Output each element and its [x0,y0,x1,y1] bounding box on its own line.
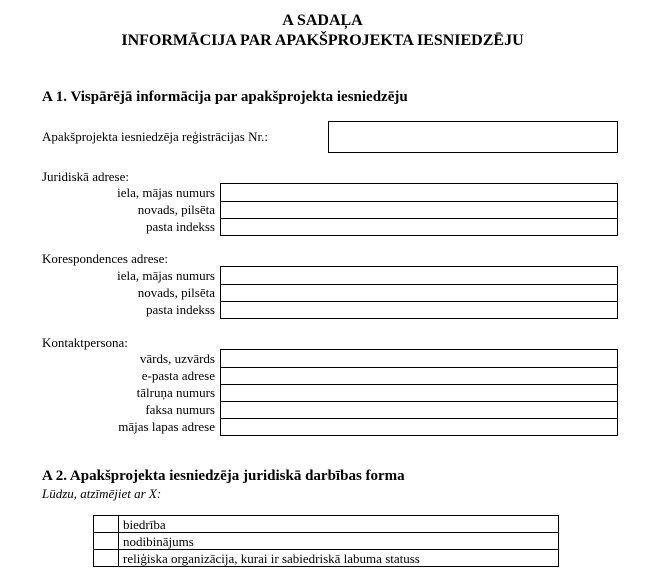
legal-form-option-label: reliģiska organizācija, kurai ir sabiedriskā labuma statuss [119,550,559,567]
correspondence-city-input[interactable] [221,284,617,301]
section-a1-heading: A 1. Vispārējā informācija par apakšprojekta iesniedzēju [42,89,408,105]
legal-form-checkbox-religious-org[interactable] [94,550,119,567]
legal-form-row [94,516,559,533]
legal-form-checkbox-foundation[interactable] [94,533,119,550]
legal-form-row [94,533,559,550]
correspondence-street-input[interactable] [221,267,617,284]
correspondence-city-label: novads, pilsēta [137,285,215,300]
page-title-line-1: A SADAĻA [282,12,363,29]
contact-fax-input[interactable] [221,401,617,418]
contact-name-label: vārds, uzvārds [139,351,215,366]
legal-address-street-input[interactable] [221,184,617,201]
section-a2-heading: A 2. Apakšprojekta iesniedzēja juridiskā darbības forma [42,468,405,484]
contact-email-label: e-pasta adrese [141,368,215,383]
correspondence-address-fields [220,266,618,319]
contact-phone-input[interactable] [221,384,617,401]
legal-form-table [93,515,559,567]
correspondence-postcode-label: pasta indekss [146,302,215,317]
legal-form-row [94,550,559,567]
contact-person-fields [220,349,618,436]
legal-address-postcode-input[interactable] [221,218,617,235]
legal-address-label: Juridiskā adrese: [42,169,130,184]
contact-person-label: Kontaktpersona: [42,335,128,350]
contact-phone-label: tālruņa numurs [136,385,215,400]
contact-website-input[interactable] [221,418,617,435]
legal-form-option-label: nodibinājums [119,533,559,550]
contact-fax-label: faksa numurs [145,402,215,417]
correspondence-postcode-input[interactable] [221,301,617,318]
legal-form-checkbox-association[interactable] [94,516,119,533]
legal-address-city-input[interactable] [221,201,617,218]
contact-email-input[interactable] [221,367,617,384]
legal-address-street-label: iela, mājas numurs [117,185,215,200]
registration-label: Apakšprojekta iesniedzēja reģistrācijas Nr.: [42,129,268,144]
contact-name-input[interactable] [221,350,617,367]
contact-website-label: mājas lapas adrese [118,419,215,434]
legal-form-option-label: biedrība [119,516,559,533]
legal-address-city-label: novads, pilsēta [137,202,215,217]
legal-address-postcode-label: pasta indekss [146,219,215,234]
correspondence-address-label: Korespondences adrese: [42,251,168,266]
section-a2-instruction: Lūdzu, atzīmējiet ar X: [42,486,162,501]
page-title-line-2: INFORMĀCIJA PAR APAKŠPROJEKTA IESNIEDZĒJU [121,32,524,49]
registration-number-input[interactable] [328,121,618,153]
correspondence-street-label: iela, mājas numurs [117,268,215,283]
legal-address-fields [220,183,618,236]
